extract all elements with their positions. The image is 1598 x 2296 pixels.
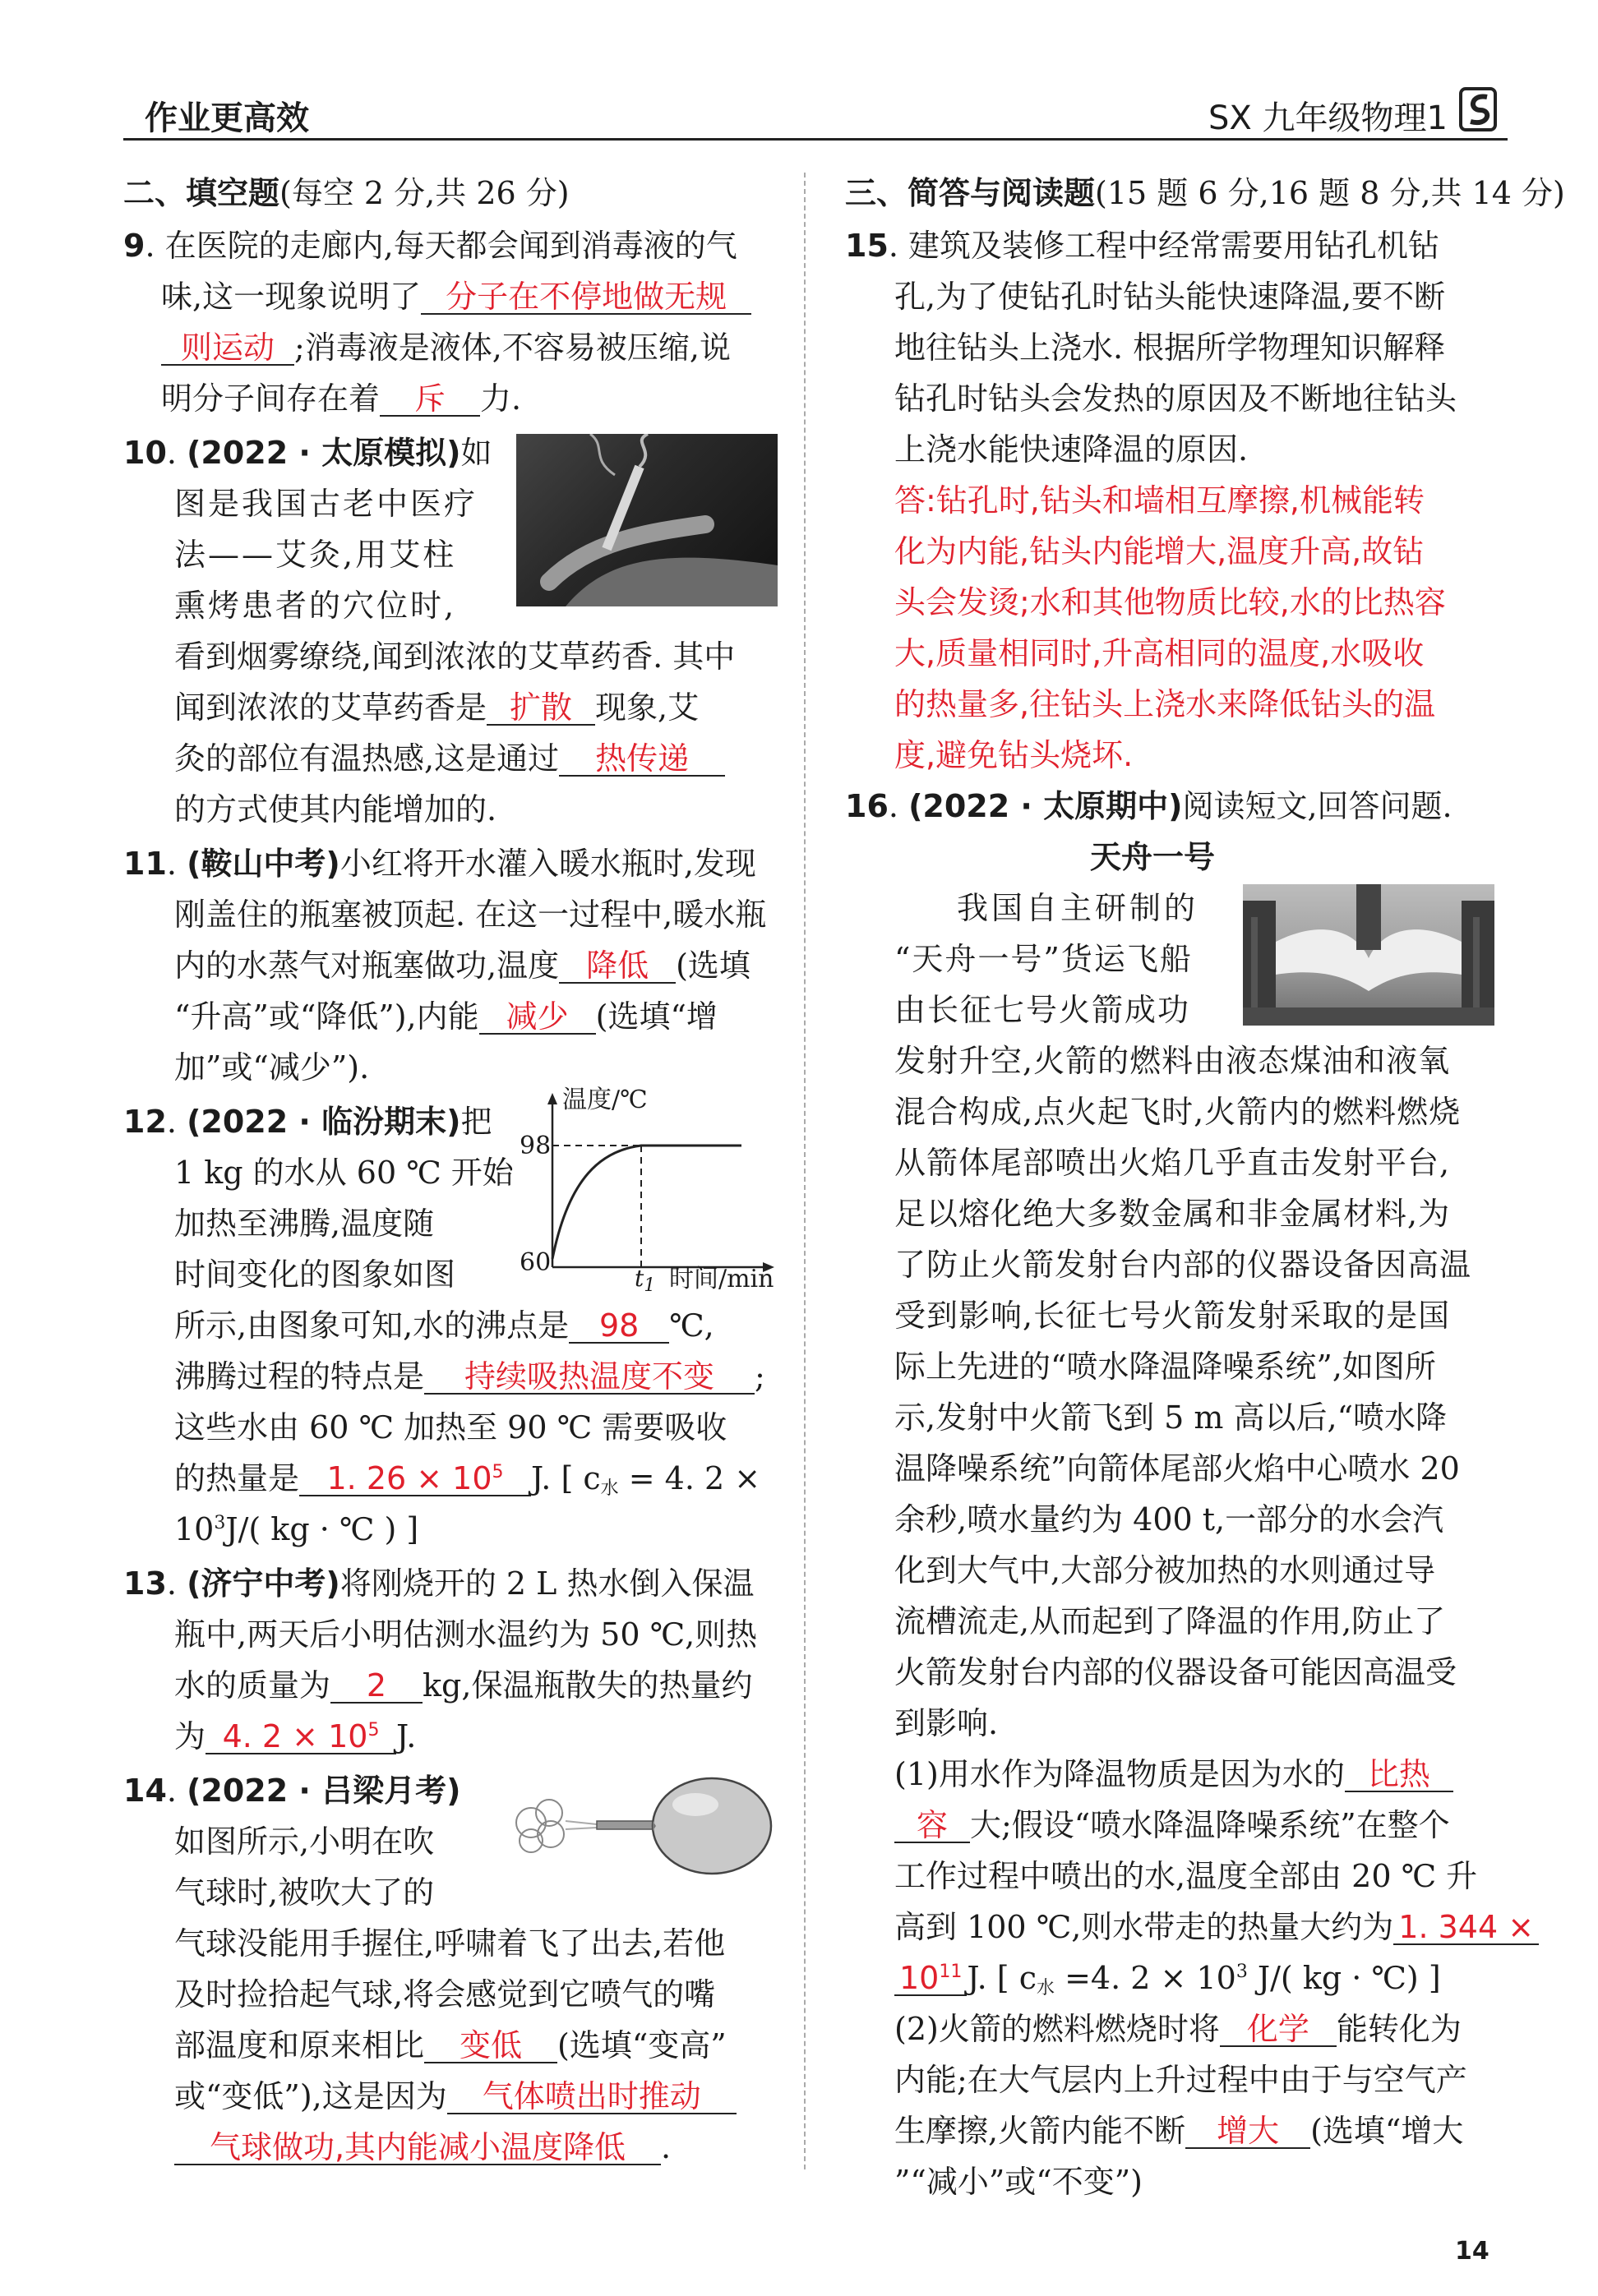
q14-answer2-part2: 气球做功,其内能减小温度降低 [209,2129,626,2165]
q9-line3: 则运动 ;消毒液是液体,不容易被压缩,说 [161,329,731,367]
q16-sub2-answer1: 化学 [1246,2011,1309,2047]
q15-number: 15 [845,228,889,264]
q16-para-line8: 了防止火箭发射台内部的仪器设备因高温 [894,1247,1472,1283]
q16-sub1-line4: 高到 100 ℃,则水带走的热量大约为 1. 344 × [894,1908,1539,1946]
q10-line3: 法——艾灸,用艾柱 [174,537,457,573]
q16-para-line13: 余秒,喷水量约为 400 t,一部分的水会汽 [894,1501,1444,1538]
q14-line2: 如图所示,小明在吹 [174,1823,435,1860]
page-number: 14 [1455,2237,1489,2266]
q9-answer2: 斥 [414,380,446,417]
section2-heading [123,174,570,212]
section3-heading [845,174,1565,212]
header-divider [123,138,1508,141]
q16-sub1-answer1-part2: 容 [916,1807,948,1843]
q15-answer-line3: 头会发烫;水和其他物质比较,水的比热容 [894,584,1446,620]
q10-line4: 熏烤患者的穴位时, [174,588,457,624]
q10-line2: 图是我国古老中医疗 [174,486,478,522]
q14-line5: 及时捡拾起气球,将会感觉到它喷气的嘴 [174,1976,716,2012]
q9-line1: 9. 在医院的走廊内,每天都会闻到消毒液的气 [123,228,737,264]
q16-para-line4: 发射升空,火箭的燃料由液态煤油和液氧 [894,1043,1451,1079]
rocket-launch-water-spray-photo [1243,884,1494,1026]
q12-line5: 所示,由图象可知,水的沸点是 98 ℃, [174,1307,714,1344]
q11-line4: “升高”或“降低”),内能 减少 (选填“增 [174,998,718,1035]
section2-title: 二、填空题 [123,175,280,211]
q16-para-line11: 示,发射中火箭飞到 5 m 高以后,“喷水降 [894,1399,1448,1436]
q13-answer2: 4. $2 \times 10^5$ [222,1718,380,1754]
q13-line2: 瓶中,两天后小明估测水温约为 50 ℃,则热 [174,1616,758,1653]
header-left-title: 作业更高效 [145,99,309,137]
q15-line1: 15. 建筑及装修工程中经常需要用钻孔机钻 [845,228,1440,264]
q14-line6: 部温度和原来相比 变低 (选填“变高” [174,2027,727,2063]
q15-answer-line1: 答:钻孔时,钻头和墙相互摩擦,机械能转 [894,482,1425,519]
q13-answer1: 2 [366,1667,387,1704]
q13-source-tag: (济宁中考) [187,1565,340,1602]
q16-para-line7: 足以熔化绝大多数金属和非金属材料,为 [894,1196,1451,1232]
q16-para-line12: 温降噪系统”向箭体尾部火焰中心喷水 20 [894,1450,1460,1487]
q14-number: 14 [123,1773,167,1809]
q12-answer1: 98 [598,1307,640,1344]
q10-line5: 看到烟雾缭绕,闻到浓浓的艾草药香. 其中 [174,639,736,675]
q16-line1: 16. (2022 · 太原期中)阅读短文,回答问题. [845,788,1453,824]
q14-answer2-part1: 气体喷出时推动 [482,2078,701,2114]
q10-number: 10 [123,435,167,471]
q9-number: 9 [123,228,145,264]
q12-line7: 这些水由 60 ℃ 加热至 90 ℃ 需要吸收 [174,1409,727,1445]
q12-number: 12 [123,1104,167,1140]
q16-sub1-line1: (1)用水作为降温物质是因为水的 比热 [894,1755,1453,1793]
q16-sub2-line2: 内能;在大气层内上升过程中由于与空气产 [894,2062,1467,2098]
q11-line3: 内的水蒸气对瓶塞做功,温度 降低 (选填 [174,947,751,984]
q13-line1: 13. (济宁中考)将刚烧开的 2 L 热水倒入保温 [123,1565,755,1602]
q14-line4: 气球没能用手握住,呼啸着飞了出去,若他 [174,1925,726,1962]
moxibustion-photo [516,434,778,606]
q12-answer3: 1. $26 \times 10^5$ [326,1460,504,1496]
q14-line1: 14. (2022 · 吕梁月考) [123,1773,461,1809]
temperature-time-graph [520,1086,783,1296]
q10-line7: 灸的部位有温热感,这是通过 热传递 [174,740,725,777]
q11-source-tag: (鞍山中考) [187,846,340,882]
q16-number: 16 [845,788,889,824]
q13-line3: 水的质量为 2 kg,保温瓶散失的热量约 [174,1667,753,1704]
q12-line2: 1 kg 的水从 60 ℃ 开始 [174,1155,514,1191]
q10-answer1: 扩散 [510,689,573,726]
q11-line5: 加”或“减少”). [174,1049,370,1086]
q16-para-line5: 混合构成,点火起飞时,火箭内的燃料燃烧 [894,1094,1462,1130]
q11-answer1: 降低 [586,947,649,984]
q16-sub1-line3: 工作过程中喷出的水,温度全部由 20 ℃ 升 [894,1858,1478,1894]
q10-line8: 的方式使其内能增加的. [174,791,497,828]
q12-line4: 时间变化的图象如图 [174,1256,456,1293]
q12-line9: $10^3J/$( kg · ℃ ) ] [174,1511,419,1547]
q14-line3: 气球时,被吹大了的 [174,1874,435,1911]
q10-source-tag: (2022 · 太原模拟) [187,435,461,471]
q16-sub2-line3: 生摩擦,火箭内能不断 增大 (选填“增大 [894,2113,1464,2149]
q9-answer1-part2: 则运动 [180,330,275,366]
q16-sub1-line2: 容 大;假设“喷水降温降噪系统”在整个 [894,1806,1450,1844]
q16-para-line9: 受到影响,长征七号火箭发射采取的是国 [894,1298,1451,1334]
q11-line2: 刚盖住的瓶塞被顶起. 在这一过程中,暖水瓶 [174,897,767,933]
q16-sub2-line4: ”“减小”或“不变”) [894,2164,1143,2200]
book-logo-icon [1459,85,1500,133]
q16-sub1-line5: $10^{11}$ J. [ $c_水 =4$. $2 \times 10^3$ J/( kg · ℃) ] [894,1959,1441,1997]
q15-answer-line4: 大,质量相同时,升高相同的温度,水吸收 [894,635,1425,671]
q16-para-line3: 由长征七号火箭成功 [894,992,1191,1028]
q16-para-line15: 流槽流走,从而起到了降温的作用,防止了 [894,1603,1446,1639]
balloon-illustration [506,1772,778,1895]
q16-sub1-answer1-part1: 比热 [1367,1756,1430,1792]
q16-para-line1: 我国自主研制的 [957,890,1199,926]
q15-line3: 地往钻头上浇水. 根据所学物理知识解释 [894,330,1446,366]
q16-sub1-answer2-part2: $10^{11}$ [899,1960,963,1996]
section3-title: 三、简答与阅读题 [845,175,1096,211]
section3-scoring: (15 题 6 分,16 题 8 分,共 14 分) [1095,175,1565,211]
q16-para-line16: 火箭发射台内部的仪器设备可能因高温受 [894,1654,1457,1690]
q16-para-line17: 到影响. [894,1705,999,1741]
q14-source-tag: (2022 · 吕梁月考) [187,1773,461,1809]
q15-line4: 钻孔时钻头会发热的原因及不断地往钻头 [894,380,1457,417]
q16-para-line14: 化到大气中,大部分被加热的水则通过导 [894,1552,1436,1588]
q16-para-line6: 从箭体尾部喷出火焰几乎直击发射平台, [894,1145,1451,1181]
q16-source-tag: (2022 · 太原期中) [908,788,1183,824]
header-right-title: SX 九年级物理1 [1208,99,1448,137]
graph-x-axis-label: 时间/min [669,1265,774,1293]
q9-answer1-part1: 分子在不停地做无规 [446,279,727,315]
q12-line6: 沸腾过程的特点是 持续吸热温度不变 ; [174,1358,765,1395]
q16-sub1-answer2-part1: 1. 344 × [1398,1909,1535,1945]
q14-line8: 气球做功,其内能减小温度降低 . [174,2128,671,2166]
q11-line1: 11. (鞍山中考)小红将开水灌入暖水瓶时,发现 [123,846,756,882]
q15-line5: 上浇水能快速降温的原因. [894,431,1249,468]
q13-line4: 为 4. $2 \times 10^5$ J. [174,1718,417,1754]
graph-y-axis-label: 温度/℃ [562,1086,648,1114]
q12-line1: 12. (2022 · 临汾期末)把 [123,1104,492,1140]
q12-answer2: 持续吸热温度不变 [464,1358,715,1395]
q16-para-line10: 际上先进的“喷水降温降噪系统”,如图所 [894,1349,1436,1385]
q12-line3: 加热至沸腾,温度随 [174,1206,435,1242]
q16-sub2-answer2: 增大 [1217,2113,1280,2149]
q12-source-tag: (2022 · 临汾期末) [187,1104,461,1140]
column-divider [804,173,806,2169]
q10-answer2: 热传递 [595,740,690,777]
q10-line6: 闻到浓浓的艾草药香是 扩散 现象,艾 [174,689,700,726]
graph-y-tick-60: 60 [520,1248,552,1277]
q15-answer-line2: 化为内能,钻头内能增大,温度升高,故钻 [894,533,1425,569]
q15-answer-line6: 度,避免钻头烧坏. [894,737,1134,773]
q14-answer1: 变低 [460,2027,523,2063]
q11-answer2: 减少 [506,998,569,1035]
q13-number: 13 [123,1565,167,1602]
q14-line7: 或“变低”),这是因为 气体喷出时推动 [174,2077,737,2115]
q15-answer-line5: 的热量多,往钻头上浇水来降低钻头的温 [894,686,1436,722]
graph-x-tick-t1: $t_1$ [635,1265,656,1296]
q9-line4: 明分子间存在着 斥 力. [161,380,522,417]
section2-scoring: (每空 2 分,共 26 分) [279,175,570,211]
graph-y-tick-98: 98 [520,1132,552,1160]
q9-line2: 味,这一现象说明了 分子在不停地做无规 [161,278,751,316]
q11-number: 11 [123,846,167,882]
q16-sub2-line1: (2)火箭的燃料燃烧时将 化学 能转化为 [894,2011,1462,2047]
q16-para-line2: “天舟一号”货运飞船 [894,941,1193,977]
q10-line1: 10. (2022 · 太原模拟)如 [123,435,492,471]
q15-line2: 孔,为了使钻孔时钻头能快速降温,要不断 [894,279,1446,315]
q16-article-title: 天舟一号 [1090,839,1216,875]
q12-line8: 的热量是 1. $26 \times 10^5$ J. [ $c_水 = 4$. 2 × [174,1460,761,1499]
